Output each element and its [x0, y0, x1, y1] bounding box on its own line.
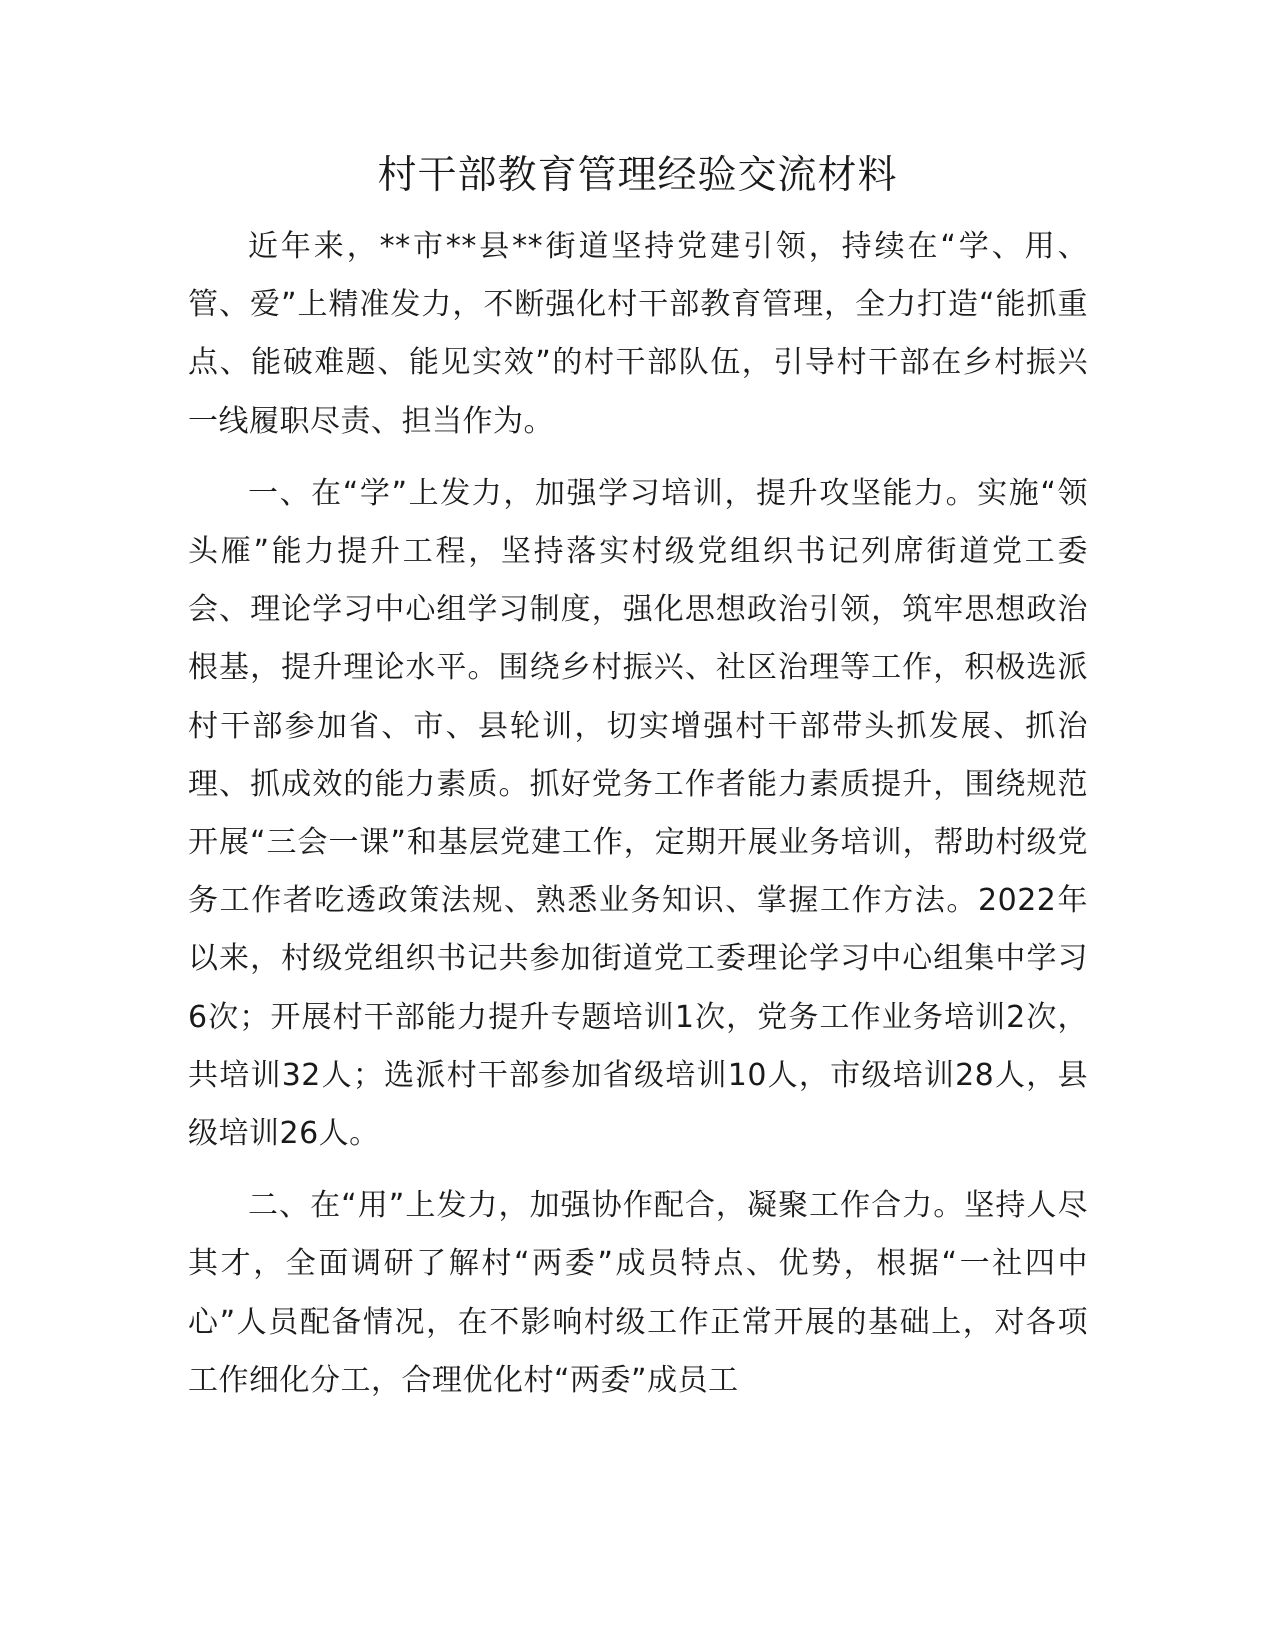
paragraph-section-2: 二、在“用”上发力，加强协作配合，凝聚工作合力。坚持人尽其才，全面调研了解村“两委”成员特点、优势，根据“一社四中心”人员配备情况，在不影响村级工作正常开展的基础上，对各项工作细化分工，合理优化村“两委”成员工	[188, 1188, 1088, 1398]
document-title: 村干部教育管理经验交流材料	[377, 153, 898, 198]
document-body	[188, 218, 1088, 1424]
paragraph-section-1: 一、在“学”上发力，加强学习培训，提升攻坚能力。实施“领头雁”能力提升工程，坚持落实村级党组织书记列席街道党工委会、理论学习中心组学习制度，强化思想政治引领，筑牢思想政治根基，提升理论水平。围绕乡村振兴、社区治理等工作，积极选派村干部参加省、市、县轮训，切实增强村干部带头抓发展、抓治理、抓成效的能力素质。抓好党务工作者能力素质提升，围绕规范开展“三会一课”和基层党建工作，定期开展业务培训，帮助村级党务工作者吃透政策法规、熟悉业务知识、掌握工作方法。2022年以来，村级党组织书记共参加街道党工委理论学习中心组集中学习6次；开展村干部能力提升专题培训1次，党务工作业务培训2次，共培训32人；选派村干部参加省级培训10人，市级培训28人，县级培训26人。	[188, 475, 1088, 1152]
paragraph-intro: 近年来，**市**县**街道坚持党建引领，持续在“学、用、管、爱”上精准发力，不断强化村干部教育管理，全力打造“能抓重点、能破难题、能见实效”的村干部队伍，引导村干部在乡村振兴一线履职尽责、担当作为。	[188, 229, 1088, 439]
